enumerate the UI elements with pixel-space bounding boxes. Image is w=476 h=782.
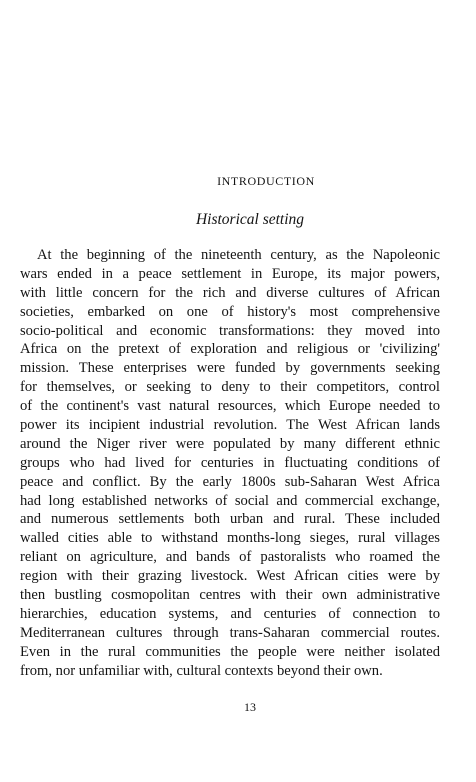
- paragraph-line: for themselves, or seeking to deny to their competitors, control: [20, 379, 440, 396]
- paragraph-line: around the Niger river were populated by many different ethnic: [20, 435, 440, 452]
- paragraph-line: societies, embarked on one of history's most comprehensive: [20, 303, 440, 320]
- paragraph-line: Africa on the pretext of exploration and religious or 'civilizing': [20, 341, 440, 358]
- paragraph-line: walled cities able to withstand months-long sieges, rural villages: [20, 530, 440, 547]
- paragraph-line: from, nor unfamiliar with, cultural contexts beyond their own.: [20, 662, 383, 679]
- paragraph-line: mission. These enterprises were funded by governments seeking: [20, 360, 440, 377]
- paragraph-line: reliant on agriculture, and bands of pastoralists who roamed the: [20, 549, 440, 566]
- page-number: 13: [244, 700, 256, 714]
- paragraph-line: At the beginning of the nineteenth century, as the Napoleonic: [37, 247, 440, 263]
- paragraph-line: had long established networks of social and commercial exchange,: [20, 492, 440, 509]
- paragraph-line: Even in the rural communities the people were neither isolated: [20, 643, 440, 660]
- paragraph-line: peace and conflict. By the early 1800s sub-Saharan West Africa: [20, 473, 440, 490]
- paragraph-line: region with their grazing livestock. West African cities were by: [20, 568, 440, 585]
- paragraph-line: Mediterranean cultures through trans-Saharan commercial routes.: [20, 624, 440, 641]
- paragraph-line: hierarchies, education systems, and centuries of connection to: [20, 605, 440, 622]
- chapter-heading: INTRODUCTION: [217, 174, 315, 188]
- paragraph-line: socio-political and economic transformations: they moved into: [20, 322, 440, 339]
- paragraph-line: then bustling cosmopolitan centres with their own administrative: [20, 587, 440, 604]
- paragraph-line: power its incipient industrial revolution. The West African lands: [20, 417, 440, 434]
- paragraph-line: and numerous settlements both urban and rural. These included: [20, 511, 440, 528]
- paragraph-line: with little concern for the rich and diverse cultures of African: [20, 284, 440, 301]
- paragraph-line: of the continent's vast natural resources, which Europe needed to: [20, 398, 440, 415]
- paragraph-line: wars ended in a peace settlement in Europe, its major powers,: [20, 265, 440, 282]
- paragraph-line: groups who had lived for centuries in fluctuating conditions of: [20, 454, 440, 471]
- section-heading: Historical setting: [195, 211, 305, 228]
- body-paragraph: [20, 246, 440, 680]
